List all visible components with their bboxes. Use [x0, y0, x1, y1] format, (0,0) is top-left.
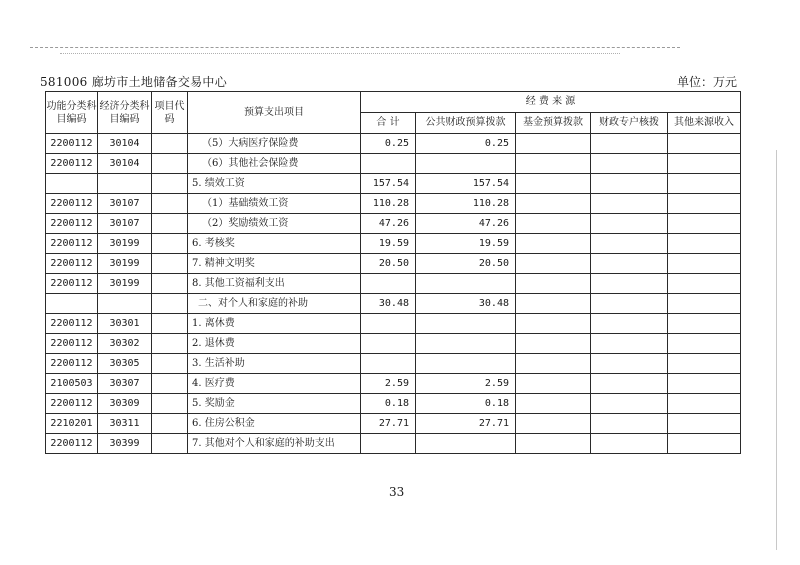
fund-budget-cell — [516, 134, 591, 154]
econ-code-cell — [98, 174, 152, 194]
econ-code-cell: 30107 — [98, 194, 152, 214]
item-code-cell — [152, 294, 188, 314]
header-public-budget: 公共财政预算拨款 — [416, 113, 516, 134]
other-income-cell — [668, 274, 741, 294]
item-name-cell: （1）基础绩效工资 — [188, 194, 361, 214]
total-cell: 30.48 — [361, 294, 416, 314]
other-income-cell — [668, 214, 741, 234]
table-row — [46, 334, 741, 354]
func-code-cell: 2200112 — [46, 214, 98, 234]
header-item-code — [152, 92, 188, 134]
other-income-cell — [668, 314, 741, 334]
fund-budget-cell — [516, 254, 591, 274]
total-cell — [361, 354, 416, 374]
header-special-review: 财政专户核拨 — [591, 113, 668, 134]
total-cell: 110.28 — [361, 194, 416, 214]
item-name-cell: 6. 住房公积金 — [188, 414, 361, 434]
func-code-cell: 2200112 — [46, 314, 98, 334]
econ-code-cell: 30107 — [98, 214, 152, 234]
item-name-cell: 7. 其他对个人和家庭的补助支出 — [188, 434, 361, 454]
total-cell — [361, 314, 416, 334]
other-income-cell — [668, 374, 741, 394]
func-code-cell: 2200112 — [46, 254, 98, 274]
econ-code-cell: 30104 — [98, 154, 152, 174]
table-row — [46, 314, 741, 334]
fund-budget-cell — [516, 414, 591, 434]
special-review-cell — [591, 314, 668, 334]
item-name-cell: 7. 精神文明奖 — [188, 254, 361, 274]
func-code-cell: 2200112 — [46, 354, 98, 374]
page-number: 33 — [389, 485, 405, 499]
other-income-cell — [668, 154, 741, 174]
special-review-cell — [591, 394, 668, 414]
total-cell: 19.59 — [361, 234, 416, 254]
scan-artifact-line — [30, 47, 680, 48]
item-name-cell: 3. 生活补助 — [188, 354, 361, 374]
special-review-cell — [591, 294, 668, 314]
table-row — [46, 154, 741, 174]
total-cell — [361, 274, 416, 294]
special-review-cell — [591, 154, 668, 174]
other-income-cell — [668, 294, 741, 314]
item-code-cell — [152, 254, 188, 274]
scan-artifact-line — [60, 53, 620, 54]
func-code-cell: 2200112 — [46, 154, 98, 174]
item-code-cell — [152, 174, 188, 194]
other-income-cell — [668, 414, 741, 434]
public-budget-cell: 30.48 — [416, 294, 516, 314]
table-body — [46, 134, 741, 454]
special-review-cell — [591, 174, 668, 194]
special-review-cell — [591, 254, 668, 274]
public-budget-cell: 20.50 — [416, 254, 516, 274]
econ-code-cell: 30104 — [98, 134, 152, 154]
special-review-cell — [591, 354, 668, 374]
other-income-cell — [668, 194, 741, 214]
header-func-code-label: 功能分类科目编码 — [46, 100, 97, 125]
other-income-cell — [668, 134, 741, 154]
public-budget-cell — [416, 334, 516, 354]
fund-budget-cell — [516, 314, 591, 334]
public-budget-cell: 0.18 — [416, 394, 516, 414]
special-review-cell — [591, 334, 668, 354]
func-code-cell: 2200112 — [46, 194, 98, 214]
func-code-cell: 2200112 — [46, 434, 98, 454]
fund-budget-cell — [516, 214, 591, 234]
table-row — [46, 214, 741, 234]
fund-budget-cell — [516, 234, 591, 254]
econ-code-cell: 30305 — [98, 354, 152, 374]
func-code-cell: 2200112 — [46, 134, 98, 154]
item-name-cell: 4. 医疗费 — [188, 374, 361, 394]
item-code-cell — [152, 334, 188, 354]
func-code-cell — [46, 174, 98, 194]
header-other-income: 其他来源收入 — [668, 113, 741, 134]
fund-budget-cell — [516, 274, 591, 294]
fund-budget-cell — [516, 354, 591, 374]
item-name-cell: 5. 奖励金 — [188, 394, 361, 414]
func-code-cell — [46, 294, 98, 314]
header-item-code-label: 项目代码 — [154, 100, 185, 125]
econ-code-cell: 30301 — [98, 314, 152, 334]
func-code-cell: 2200112 — [46, 394, 98, 414]
public-budget-cell — [416, 434, 516, 454]
public-budget-cell — [416, 274, 516, 294]
table-row — [46, 374, 741, 394]
econ-code-cell: 30307 — [98, 374, 152, 394]
econ-code-cell: 30199 — [98, 274, 152, 294]
public-budget-cell — [416, 154, 516, 174]
special-review-cell — [591, 374, 668, 394]
header-total: 合 计 — [361, 113, 416, 134]
special-review-cell — [591, 214, 668, 234]
item-name-cell: （6）其他社会保险费 — [188, 154, 361, 174]
func-code-cell: 2210201 — [46, 414, 98, 434]
econ-code-cell: 30309 — [98, 394, 152, 414]
total-cell: 20.50 — [361, 254, 416, 274]
public-budget-cell: 110.28 — [416, 194, 516, 214]
special-review-cell — [591, 414, 668, 434]
other-income-cell — [668, 334, 741, 354]
public-budget-cell: 0.25 — [416, 134, 516, 154]
header-func-code — [46, 92, 98, 134]
unit-label: 单位：万元 — [677, 75, 738, 89]
other-income-cell — [668, 174, 741, 194]
fund-budget-cell — [516, 194, 591, 214]
header-item: 预算支出项目 — [188, 92, 361, 134]
item-code-cell — [152, 414, 188, 434]
special-review-cell — [591, 234, 668, 254]
fund-budget-cell — [516, 174, 591, 194]
item-name-cell: 1. 离休费 — [188, 314, 361, 334]
special-review-cell — [591, 434, 668, 454]
fund-budget-cell — [516, 434, 591, 454]
item-code-cell — [152, 354, 188, 374]
func-code-cell: 2200112 — [46, 234, 98, 254]
table-row — [46, 254, 741, 274]
item-name-cell: 2. 退休费 — [188, 334, 361, 354]
organization-title: 581006 廊坊市土地储备交易中心 — [40, 75, 228, 89]
total-cell: 157.54 — [361, 174, 416, 194]
total-cell: 0.18 — [361, 394, 416, 414]
item-name-cell: （5）大病医疗保险费 — [188, 134, 361, 154]
total-cell: 47.26 — [361, 214, 416, 234]
budget-table — [45, 91, 741, 454]
econ-code-cell: 30199 — [98, 254, 152, 274]
econ-code-cell: 30199 — [98, 234, 152, 254]
fund-budget-cell — [516, 154, 591, 174]
public-budget-cell: 2.59 — [416, 374, 516, 394]
item-code-cell — [152, 154, 188, 174]
public-budget-cell — [416, 354, 516, 374]
item-code-cell — [152, 274, 188, 294]
public-budget-cell: 47.26 — [416, 214, 516, 234]
table-row — [46, 194, 741, 214]
special-review-cell — [591, 274, 668, 294]
fund-budget-cell — [516, 334, 591, 354]
other-income-cell — [668, 254, 741, 274]
fund-budget-cell — [516, 374, 591, 394]
item-code-cell — [152, 214, 188, 234]
header-fund-budget: 基金预算拨款 — [516, 113, 591, 134]
fund-budget-cell — [516, 294, 591, 314]
other-income-cell — [668, 234, 741, 254]
econ-code-cell — [98, 294, 152, 314]
func-code-cell: 2200112 — [46, 274, 98, 294]
item-name-cell: 6. 考核奖 — [188, 234, 361, 254]
table-row — [46, 234, 741, 254]
total-cell: 27.71 — [361, 414, 416, 434]
header-econ-code-label: 经济分类科目编码 — [99, 100, 150, 125]
other-income-cell — [668, 354, 741, 374]
special-review-cell — [591, 194, 668, 214]
table-row — [46, 174, 741, 194]
econ-code-cell: 30311 — [98, 414, 152, 434]
public-budget-cell: 157.54 — [416, 174, 516, 194]
other-income-cell — [668, 434, 741, 454]
item-code-cell — [152, 394, 188, 414]
item-code-cell — [152, 234, 188, 254]
func-code-cell: 2200112 — [46, 334, 98, 354]
item-name-cell: 二、对个人和家庭的补助 — [188, 294, 361, 314]
public-budget-cell: 27.71 — [416, 414, 516, 434]
header-econ-code — [98, 92, 152, 134]
total-cell — [361, 334, 416, 354]
total-cell — [361, 154, 416, 174]
item-code-cell — [152, 194, 188, 214]
item-code-cell — [152, 374, 188, 394]
item-code-cell — [152, 434, 188, 454]
public-budget-cell — [416, 314, 516, 334]
item-name-cell: （2）奖励绩效工资 — [188, 214, 361, 234]
table-row — [46, 294, 741, 314]
public-budget-cell: 19.59 — [416, 234, 516, 254]
header-source-group: 经 费 来 源 — [361, 92, 741, 113]
page-edge-line — [776, 150, 777, 550]
item-name-cell: 5. 绩效工资 — [188, 174, 361, 194]
table-row — [46, 354, 741, 374]
special-review-cell — [591, 134, 668, 154]
other-income-cell — [668, 394, 741, 414]
econ-code-cell: 30302 — [98, 334, 152, 354]
total-cell: 0.25 — [361, 134, 416, 154]
table-row — [46, 394, 741, 414]
item-name-cell: 8. 其他工资福利支出 — [188, 274, 361, 294]
total-cell — [361, 434, 416, 454]
table-row — [46, 274, 741, 294]
table-row — [46, 434, 741, 454]
table-row — [46, 134, 741, 154]
fund-budget-cell — [516, 394, 591, 414]
econ-code-cell: 30399 — [98, 434, 152, 454]
item-code-cell — [152, 314, 188, 334]
item-code-cell — [152, 134, 188, 154]
table-row — [46, 414, 741, 434]
func-code-cell: 2100503 — [46, 374, 98, 394]
total-cell: 2.59 — [361, 374, 416, 394]
